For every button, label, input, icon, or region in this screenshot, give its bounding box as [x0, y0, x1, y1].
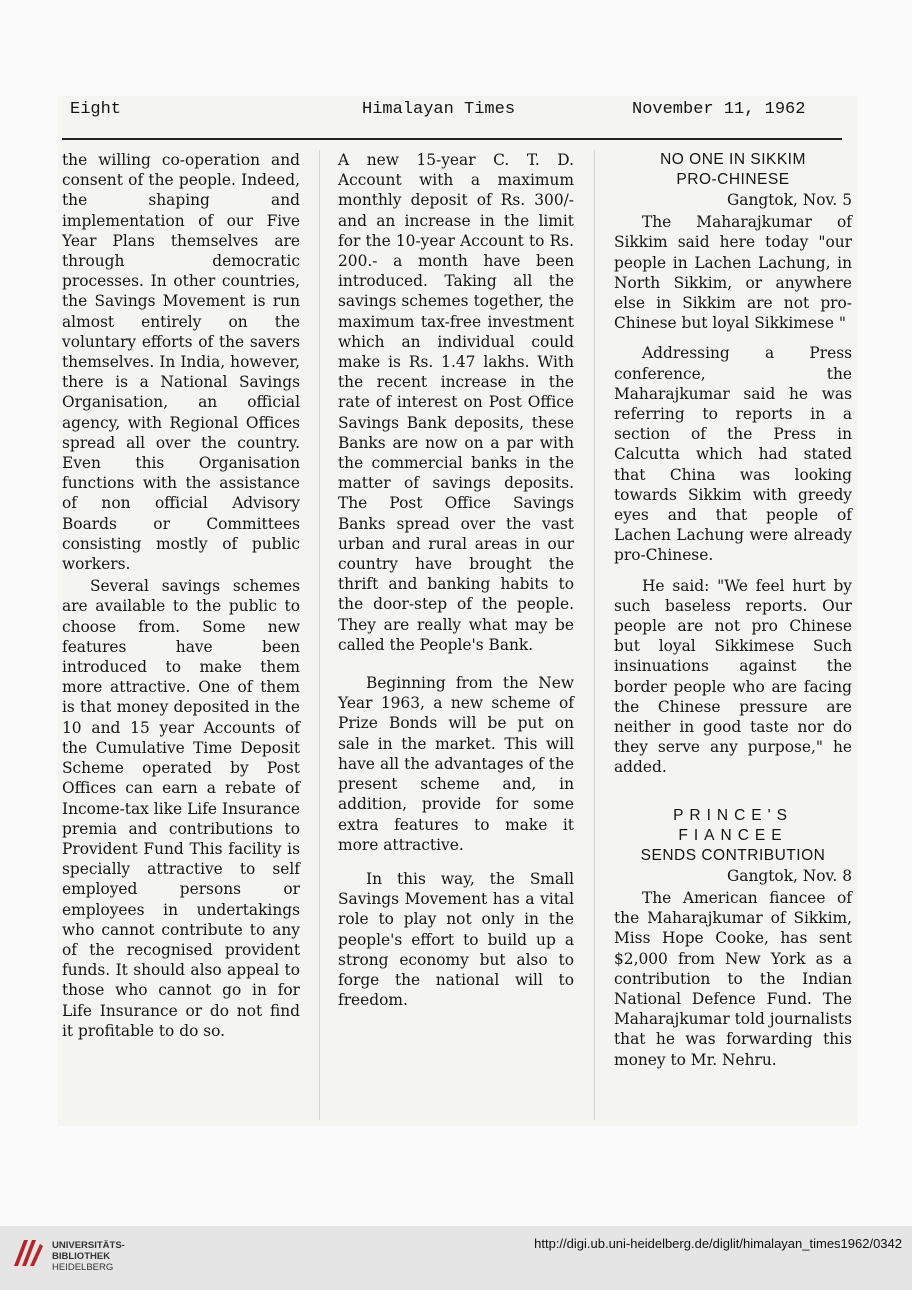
- headline: PRINCE'S FIANCEE: [673, 806, 793, 844]
- library-logo-icon: [10, 1234, 46, 1270]
- article-paragraph: Beginning from the New Year 1963, a new scheme of Prize Bonds will be put on sale in the market. This will have all the advantages of the present scheme and, in addition, provide for some extra features to make it more attractive.: [338, 674, 574, 854]
- header-rule: [62, 138, 842, 140]
- issue-date: November 11, 1962: [632, 100, 806, 119]
- logo-line: HEIDELBERG: [52, 1262, 114, 1273]
- source-url-link[interactable]: http://digi.ub.uni-heidelberg.de/diglit/himalayan_times1962/0342: [534, 1236, 902, 1251]
- logo-line: UNIVERSITÄTS-: [52, 1240, 125, 1251]
- column-divider: [594, 150, 595, 1120]
- column-3: [614, 150, 852, 1070]
- column-2: [338, 150, 574, 1010]
- column-divider: [319, 150, 320, 1120]
- article-paragraph: The Maharajkumar of Sikkim said here today "our people in Lachen Lachung, in North Sikkim, or anywhere else in Sikkim are not pro-Chinese but loyal Sikkimese ": [614, 213, 852, 333]
- dateline: Gangtok, Nov. 8: [727, 866, 852, 885]
- headline: PRO-CHINESE: [676, 171, 790, 188]
- page-number: Eight: [70, 100, 122, 119]
- headline: SENDS CONTRIBUTION: [640, 846, 826, 864]
- page-header: [62, 100, 852, 124]
- logo-line: BIBLIOTHEK: [52, 1251, 111, 1262]
- library-logo-text: [52, 1240, 125, 1273]
- article-paragraph: A new 15-year C. T. D. Account with a maximum monthly deposit of Rs. 300/- and an increase in the limit for the 10-year Account to Rs. 200.- a month have been introduced. Taking all the savings schemes together, the maximum tax-free investment which an individual could make is Rs. 1.47 lakhs. With the recent increase in the rate of interest on Post Office Savings Bank deposits, these Banks are now on a par with the commercial banks in the matter of savings deposits. The Post Office Savings Banks spread over the vast urban and rural areas in our country have brought the thrift and banking habits to the door-step of the people. They are really what may be called the People's Bank.: [338, 151, 574, 654]
- article-paragraph: He said: "We feel hurt by such baseless reports. Our people are not pro Chinese but loyal Sikkimese Such insinuations against the border people who are facing the Chinese pressure are neither in good taste nor do they serve any purpose," he added.: [614, 576, 852, 777]
- column-1: [62, 150, 300, 1041]
- article-paragraph: The American fiancee of the Maharajkumar of Sikkim, Miss Hope Cooke, has sent $2,000 from New York as a contribution to the Indian National Defence Fund. The Maharajkumar told journalists that he was forwarding this money to Mr. Nehru.: [614, 888, 852, 1069]
- newspaper-title: Himalayan Times: [362, 100, 516, 119]
- dateline: Gangtok, Nov. 5: [727, 191, 852, 209]
- article-paragraph: Addressing a Press conference, the Maharajkumar said he was referring to reports in a section of the Press in Calcutta which had stated that China was looking towards Sikkim with greedy eyes and that people of Lachen Lachung were already pro-Chinese.: [614, 344, 852, 565]
- headline: NO ONE IN SIKKIM: [660, 151, 806, 168]
- article-paragraph: Several savings schemes are available to the public to choose from. Some new features have been introduced to make them more attractive. One of them is that money deposited in the 10 and 15 year Accounts of the Cumulative Time Deposit Scheme operated by Post Offices can earn a rebate of Income-tax like Life Insurance premia and contributions to Provident Fund This facility is specially attractive to self employed persons or employees in undertakings who cannot contribute to any of the recognised provident funds. It should also appeal to those who cannot go in for Life Insurance or do not find it profitable to do so.: [62, 577, 300, 1040]
- article-paragraph: In this way, the Small Savings Movement has a vital role to play not only in the people's effort to build up a strong economy but also to forge the national will to freedom.: [338, 869, 574, 1010]
- article-paragraph: the willing co-operation and consent of the people. Indeed, the shaping and implementation of our Five Year Plans themselves are through democratic processes. In other countries, the Savings Movement is run almost entirely on the voluntary efforts of the savers themselves. In India, however, there is a National Savings Organisation, an official agency, with Regional Offices spread all over the country. Even this Organisation functions with the assistance of non official Advisory Boards or Committees consisting mostly of public workers.: [62, 151, 300, 574]
